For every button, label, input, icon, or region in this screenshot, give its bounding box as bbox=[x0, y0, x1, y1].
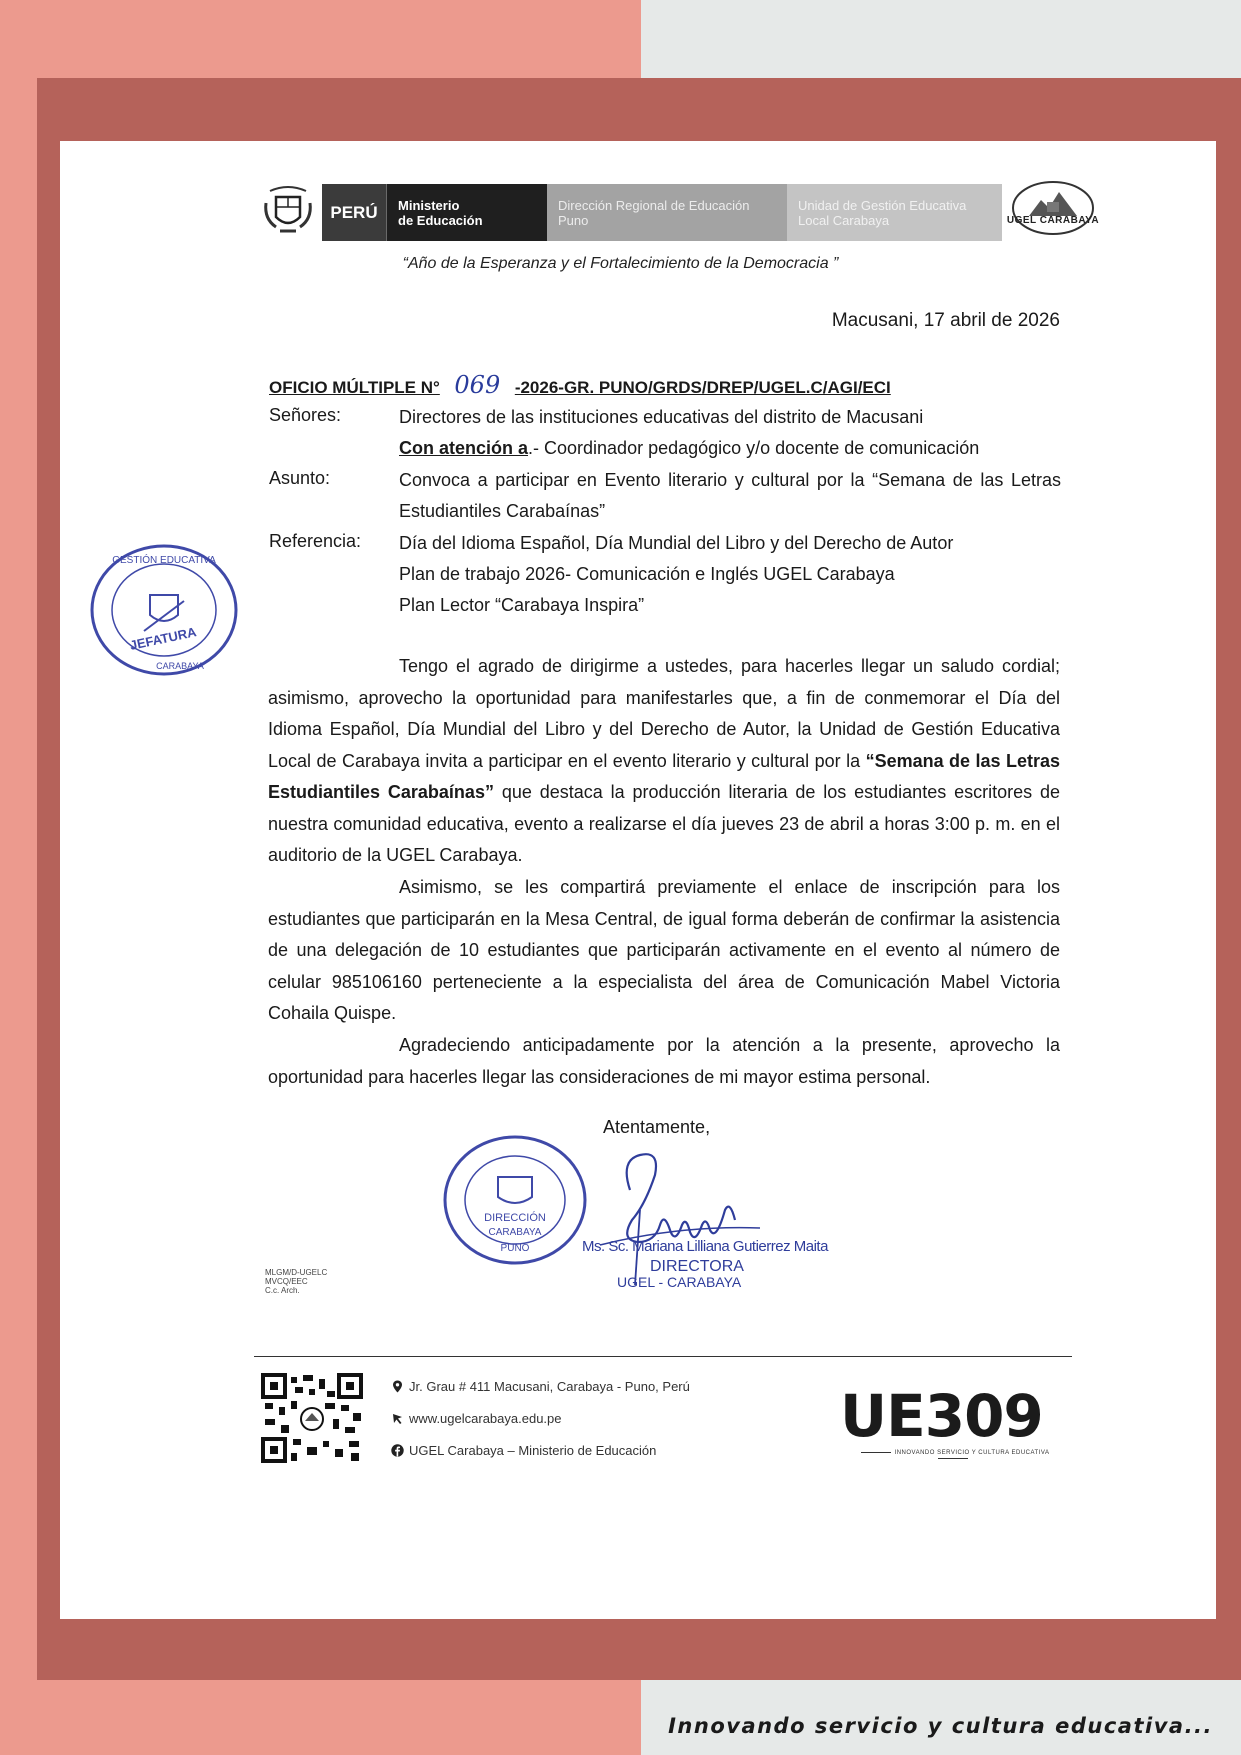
svg-text:DIRECCIÓN: DIRECCIÓN bbox=[484, 1212, 546, 1224]
body-paragraph-3: Agradeciendo anticipadamente por la atención a la presente, aprovecho la oportunidad para hacerles llegar las consideraciones de mi mayor estima personal. bbox=[268, 1035, 1060, 1087]
recipients-label: Señores: bbox=[269, 405, 342, 425]
facebook-icon bbox=[391, 1444, 404, 1457]
subject-value: Convoca a participar en Evento literario y cultural por la “Semana de las Letras Estudiantiles Carabaínas” bbox=[399, 470, 1061, 521]
oficio-number-line bbox=[269, 371, 891, 399]
attention-line bbox=[399, 433, 1061, 464]
document-date: Macusani, 17 abril de 2026 bbox=[831, 310, 1060, 331]
reference-initials bbox=[265, 1268, 327, 1295]
brand-subtitle: INNOVANDO SERVICIO Y CULTURA EDUCATIVA bbox=[848, 1450, 1058, 1462]
page-tagline: Innovando servicio y cultura educativa... bbox=[668, 1714, 1213, 1738]
body-paragraph-2: Asimismo, se les compartirá previamente el enlace de inscripción para los estudiantes que participarán en la Mesa Central, de igual forma deberán de confirmar la asistencia de una delegación de 10 estudiantes que participarán activamente en el evento al número de celular 985106160 perteneciente a la especialista del área de Comunicación Mabel Victoria Cohaila Quispe. bbox=[268, 877, 1060, 1023]
svg-text:PUNO: PUNO bbox=[500, 1243, 530, 1254]
svg-text:JEFATURA: JEFATURA bbox=[128, 624, 198, 653]
banner-ministry-line-2: de Educación bbox=[398, 212, 483, 228]
banner-ugel-line-2: Local Carabaya bbox=[798, 212, 890, 228]
background-panel-top bbox=[641, 0, 1241, 78]
svg-text:CARABAYA: CARABAYA bbox=[156, 661, 204, 671]
footer-divider bbox=[254, 1356, 1072, 1357]
address-text: Jr. Grau # 411 Macusani, Carabaya - Puno, Perú bbox=[409, 1379, 690, 1394]
oficio-prefix: OFICIO MÚLTIPLE N° bbox=[269, 378, 440, 397]
banner-dre-line-2: Puno bbox=[558, 212, 589, 228]
body-paragraph-1-start: Tengo el agrado de dirigirme a ustedes, para hacerles llegar un saludo cordial; asimismo, aprovecho la oportunidad para manifestarles que, a fin de conmemorar el Día del Idioma Español, Día Mundial del Libro y del Derecho de Autor, la Unidad de Gestión Educativa Local de Carabaya invita a participar en el evento literario y cultural por la bbox=[268, 656, 1060, 771]
signatory-office: UGEL - CARABAYA bbox=[617, 1274, 742, 1290]
jefatura-seal-stamp bbox=[88, 543, 240, 678]
ugel-carabaya-logo-icon bbox=[1007, 180, 1099, 242]
ugel-logo-label: UGEL CARABAYA bbox=[1006, 215, 1100, 226]
facebook-text[interactable]: UGEL Carabaya – Ministerio de Educación bbox=[409, 1443, 657, 1458]
footer-address bbox=[391, 1379, 690, 1394]
closing-salutation: Atentamente, bbox=[603, 1117, 711, 1137]
recipients-value: Directores de las instituciones educativas del distrito de Macusani bbox=[399, 407, 924, 427]
attention-value: .- Coordinador pedagógico y/o docente de comunicación bbox=[528, 438, 980, 458]
banner-ugel bbox=[787, 184, 1002, 241]
peru-coat-of-arms-icon bbox=[262, 183, 314, 241]
signatory-name: Ms. Sc. Mariana Lilliana Gutierrez Maita bbox=[582, 1238, 828, 1255]
reference-label: Referencia: bbox=[269, 531, 362, 551]
reference-item: Plan Lector “Carabaya Inspira” bbox=[399, 595, 645, 615]
year-motto: “Año de la Esperanza y el Fortalecimiento de la Democracia ” bbox=[402, 255, 839, 272]
attention-label: Con atención a bbox=[399, 438, 529, 458]
oficio-suffix: -2026-GR. PUNO/GRDS/DREP/UGEL.C/AGI/ECI bbox=[514, 378, 891, 397]
footer-facebook[interactable] bbox=[391, 1443, 656, 1458]
banner-dre bbox=[547, 184, 787, 241]
svg-text:GESTIÓN EDUCATIVA: GESTIÓN EDUCATIVA bbox=[112, 555, 216, 566]
initials-line: MLGM/D-UGELC bbox=[265, 1268, 328, 1277]
ue309-brand-logo: UE309 bbox=[840, 1382, 1043, 1450]
reference-item: Día del Idioma Español, Día Mundial del Libro y del Derecho de Autor bbox=[399, 533, 954, 553]
oficio-number: 069 bbox=[454, 371, 501, 399]
subject-label: Asunto: bbox=[269, 468, 331, 488]
event-name: “Semana de las Letras Estudiantiles Carabaínas” bbox=[268, 750, 1060, 802]
website-link[interactable]: www.ugelcarabaya.edu.pe bbox=[409, 1411, 562, 1426]
body-paragraph-1-end: que destaca la producción literaria de los estudiantes escritores de nuestra comunidad educativa, evento a realizarse el día jueves 23 de abril a horas 3:00 p. m. en el auditorio de la UGEL Carabaya. bbox=[268, 782, 1060, 865]
signatory-title: DIRECTORA bbox=[650, 1258, 744, 1275]
banner-ministry-line-1: Ministerio bbox=[398, 197, 460, 213]
banner-ministry bbox=[387, 184, 547, 241]
banner-peru: PERÚ bbox=[322, 184, 387, 241]
svg-text:CARABAYA: CARABAYA bbox=[488, 1227, 542, 1238]
cursor-arrow-icon bbox=[391, 1412, 404, 1425]
initials-line: C.c. Arch. bbox=[265, 1286, 300, 1295]
reference-item: Plan de trabajo 2026- Comunicación e Inglés UGEL Carabaya bbox=[399, 564, 895, 584]
banner-ugel-line-1: Unidad de Gestión Educativa bbox=[798, 197, 967, 213]
footer-website[interactable] bbox=[391, 1411, 562, 1426]
body-paragraph-1 bbox=[268, 651, 1060, 872]
qr-code-icon bbox=[261, 1373, 363, 1463]
location-pin-icon bbox=[391, 1380, 404, 1393]
institution-banner bbox=[322, 184, 1002, 241]
banner-dre-line-1: Dirección Regional de Educación bbox=[558, 197, 750, 213]
initials-line: MVCQ/EEC bbox=[265, 1277, 308, 1286]
